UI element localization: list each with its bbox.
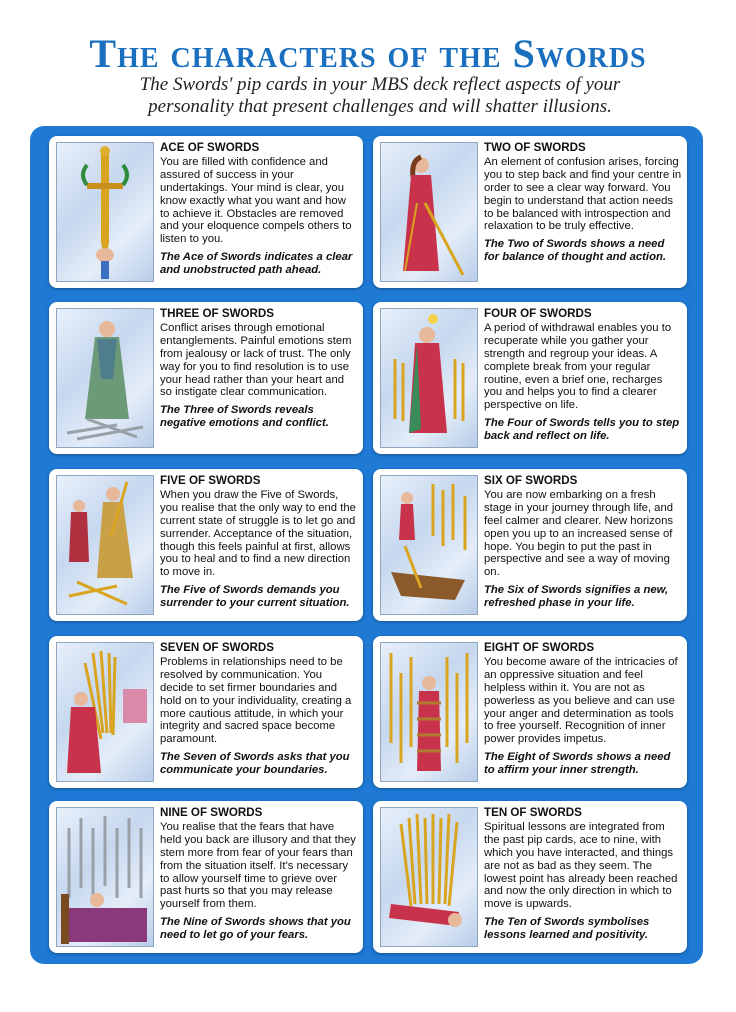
card-five-of-swords <box>49 469 363 621</box>
page-subtitle: The Swords' pip cards in your MBS deck reflect aspects of your personality that present challenges and will shatter illusions. <box>139 74 621 117</box>
card-title: ACE OF SWORDS <box>160 141 260 154</box>
card-six-of-swords <box>373 469 687 621</box>
card-summary: The Two of Swords shows a need for balance of thought and action. <box>484 238 667 264</box>
card-title: TEN OF SWORDS <box>484 806 582 819</box>
cards-board <box>30 126 703 964</box>
card-summary: The Eight of Swords shows a need to affirm your inner strength. <box>484 751 671 777</box>
eight-of-swords-illustration <box>380 642 478 782</box>
card-body: You are filled with confidence and assured of success in your undertakings. Your mind is clear, you know exactly what you want and how to achieve it. Obstacles are removed and your eloquence compels others to listen to you. <box>160 155 352 246</box>
card-title: NINE OF SWORDS <box>160 806 263 819</box>
card-ten-of-swords <box>373 801 687 953</box>
page-title: The characters of the Swords <box>89 31 647 76</box>
card-title: SIX OF SWORDS <box>484 474 578 487</box>
seven-of-swords-illustration <box>56 642 154 782</box>
card-summary: The Seven of Swords asks that you communicate your boundaries. <box>160 751 350 777</box>
card-title: EIGHT OF SWORDS <box>484 641 595 654</box>
card-seven-of-swords <box>49 636 363 788</box>
four-of-swords-illustration <box>380 308 478 448</box>
six-of-swords-illustration <box>380 475 478 615</box>
card-body: Conflict arises through emotional entanglements. Painful emotions stem from jealousy or lack of trust. The only way for you to find resolution is to use your head rather than your heart and so instigate clear communication. <box>160 321 352 399</box>
card-title: FIVE OF SWORDS <box>160 474 261 487</box>
card-summary: The Four of Swords tells you to step back and reflect on life. <box>484 417 680 443</box>
card-nine-of-swords <box>49 801 363 953</box>
card-summary: The Ace of Swords indicates a clear and unobstructed path ahead. <box>160 251 353 277</box>
five-of-swords-illustration <box>56 475 154 615</box>
ace-of-swords-illustration <box>56 142 154 282</box>
two-of-swords-illustration <box>380 142 478 282</box>
card-four-of-swords <box>373 302 687 454</box>
three-of-swords-illustration <box>56 308 154 448</box>
nine-of-swords-illustration <box>56 807 154 947</box>
card-summary: The Three of Swords reveals negative emotions and conflict. <box>160 404 329 430</box>
card-title: TWO OF SWORDS <box>484 141 586 154</box>
card-body: A period of withdrawal enables you to recuperate while you gather your strength and regroup your ideas. A complete break from your regular routine, even a brief one, recharges you and helps you to find a clearer perspective on life. <box>484 321 672 412</box>
card-body: Spiritual lessons are integrated from the past pip cards, ace to nine, with which you have interacted, and things are not as bad as they seem. The lowest point has already been reached and now the only direction in which to move is upwards. <box>484 820 678 911</box>
card-body: An element of confusion arises, forcing you to step back and find your centre in order to see a clear way forward. You begin to understand that action needs to be balanced with introspection and relaxation to be truly effective. <box>484 155 682 233</box>
card-ace-of-swords <box>49 136 363 288</box>
card-title: THREE OF SWORDS <box>160 307 275 320</box>
card-body: When you draw the Five of Swords, you realise that the only way to end the current state of struggle is to let go and surrender. Acceptance of the situation, though this feels painful at first, allows you to heal and to find a new direction to move in. <box>160 488 356 579</box>
ten-of-swords-illustration <box>380 807 478 947</box>
card-eight-of-swords <box>373 636 687 788</box>
card-summary: The Five of Swords demands you surrender to your current situation. <box>160 584 350 610</box>
card-three-of-swords <box>49 302 363 454</box>
card-body: You realise that the fears that have held you back are illusory and that they stem more from fear of your fears than from the situation itself. It's necessary to allow yourself time to grieve over past hurts so that you may release yourself from them. <box>160 820 356 911</box>
card-body: You become aware of the intricacies of an oppressive situation and feel helpless within it. You are not as powerless as you believe and can use your anger and determination as tools to free yourself. Recognition of inner power provides impetus. <box>484 655 678 746</box>
card-summary: The Six of Swords signifies a new, refreshed phase in your life. <box>484 584 669 610</box>
card-body: You are now embarking on a fresh stage in your journey through life, and feel calmer and clearer. New horizons open you up to an increased sense of hope. You begin to put the past in perspective and see a way of moving on. <box>484 488 674 579</box>
card-two-of-swords <box>373 136 687 288</box>
card-summary: The Ten of Swords symbolises lessons learned and positivity. <box>484 916 650 942</box>
card-title: SEVEN OF SWORDS <box>160 641 275 654</box>
card-summary: The Nine of Swords shows that you need to let go of your fears. <box>160 916 351 942</box>
card-body: Problems in relationships need to be resolved by communication. You decide to set firmer boundaries and hold on to your individuality, creating a more cautious attitude, in which your integrity and sacred space become paramount. <box>160 655 352 746</box>
card-title: FOUR OF SWORDS <box>484 307 592 320</box>
